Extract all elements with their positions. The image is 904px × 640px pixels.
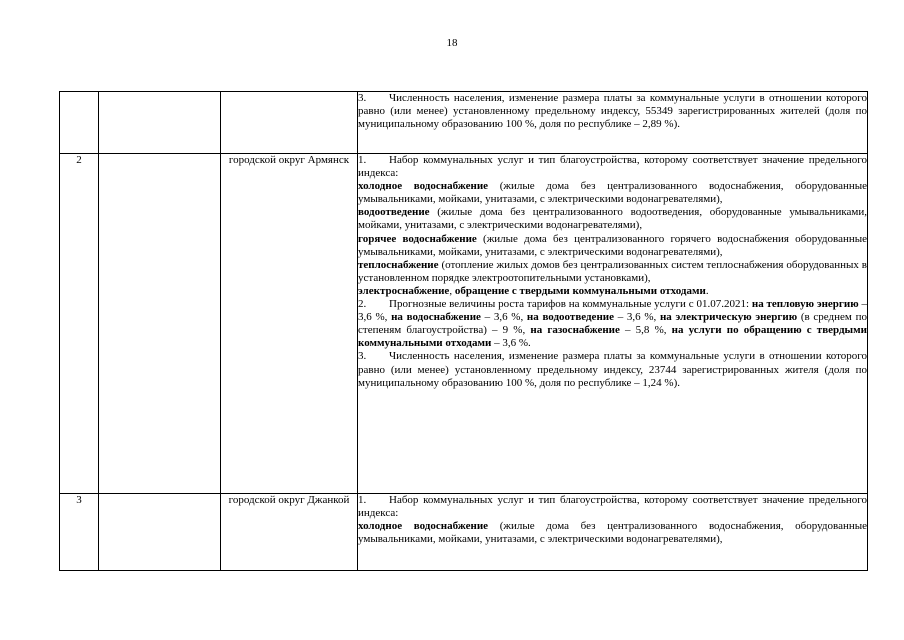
text-run: (в среднем по степеням благоустройства) – 9 %, — [358, 311, 867, 337]
bold-text: водоотведение — [358, 206, 430, 219]
bold-text: на водоснабжение — [391, 311, 481, 324]
row-number-cell: 2 — [60, 154, 99, 494]
text-run: Набор коммунальных услуг и тип благоустройства, которому соответствует значение предельного индекса: — [358, 494, 867, 520]
item-number: 1. — [358, 494, 367, 506]
municipality-cell — [221, 92, 358, 154]
text-run: – 3,6 %, — [614, 311, 660, 324]
municipality-cell: городской округ Армянск — [221, 154, 358, 494]
blank-cell — [99, 154, 221, 494]
bold-text: обращение с твердыми коммунальными отходами — [454, 284, 706, 297]
row-number-cell: 3 — [60, 494, 99, 571]
page-number: 18 — [446, 37, 458, 49]
paragraph — [358, 154, 867, 180]
text-run: – 3,6 %, — [480, 311, 527, 324]
bold-text: на электрическую энергию — [659, 311, 798, 324]
row-number-cell — [60, 92, 99, 154]
item-number: 3. — [358, 92, 367, 104]
bold-text: на водоотведение — [526, 311, 614, 324]
document-table — [59, 91, 868, 571]
paragraph — [358, 233, 867, 259]
bold-text: горячее водоснабжение — [358, 232, 477, 245]
bold-text: холодное водоснабжение — [358, 180, 489, 193]
description-cell — [358, 494, 868, 571]
text-run: (жилые дома без централизованного водоснабжения, оборудованные умывальниками, мойками, унитазами, с электрическими водонагревателями), — [358, 180, 867, 206]
paragraph — [358, 350, 867, 389]
bold-text: на тепловую энергию — [751, 298, 859, 311]
description-cell — [358, 154, 868, 494]
paragraph — [358, 259, 867, 285]
text-run: Набор коммунальных услуг и тип благоустройства, которому соответствует значение предельного индекса: — [358, 154, 867, 180]
text-run: (отопление жилых домов без централизованных систем теплоснабжения оборудованных в установленном порядке электроотопительными установками), — [358, 258, 867, 284]
bold-text: холодное водоснабжение — [358, 520, 489, 533]
text-run: Численность населения, изменение размера платы за коммунальные услуги в отношении которого равно (или менее) установленному предельному индексу, 55349 зарегистрированных жителей (доля по муниципальному образованию 100 %, доля по республике – 2,89 %). — [358, 92, 867, 131]
item-number: 2. — [358, 298, 367, 311]
paragraph — [358, 92, 867, 131]
municipality-cell: городской округ Джанкой — [221, 494, 358, 571]
text-run: (жилые дома без централизованного водоотведения, оборудованные умывальниками, мойками, унитазами, с электрическими водонагревателями), — [358, 206, 867, 232]
paragraph — [358, 494, 867, 520]
text-run: (жилые дома без централизованного водоснабжения, оборудованные умывальниками, мойками, унитазами, с электрическими водонагревателями), — [358, 520, 867, 546]
text-run: – 5,8 %, — [619, 324, 672, 337]
description-cell — [358, 92, 868, 154]
paragraph — [358, 180, 867, 206]
item-number: 3. — [358, 350, 367, 363]
paragraph — [358, 298, 867, 350]
text-run: – 3,6 %, — [358, 298, 867, 324]
paragraph — [358, 206, 867, 232]
paragraph — [358, 285, 867, 298]
text-run: (жилые дома без централизованного горячего водоснабжения оборудованные умывальниками, мойками, унитазами, с электрическими водонагревателями), — [358, 232, 867, 258]
text-run: – 3,6 %. — [491, 337, 531, 350]
paragraph — [358, 520, 867, 546]
item-number: 1. — [358, 154, 367, 166]
table-row — [60, 92, 868, 154]
bold-text: на услуги по обращению с твердыми коммунальными отходами — [358, 324, 867, 350]
bold-text: на газоснабжение — [530, 324, 620, 337]
table-row — [60, 494, 868, 571]
text-run: , — [449, 284, 455, 297]
text-run: . — [705, 284, 709, 297]
blank-cell — [99, 494, 221, 571]
bold-text: теплоснабжение — [358, 258, 439, 271]
text-run: Прогнозные величины роста тарифов на коммунальные услуги с 01.07.2021: — [389, 298, 752, 311]
table-row — [60, 154, 868, 494]
bold-text: электроснабжение — [358, 284, 450, 297]
text-run: Численность населения, изменение размера платы за коммунальные услуги в отношении которого равно (или менее) установленному предельному индексу, 23744 зарегистрированных жителя (доля по муниципальному образованию 100 %, доля по республике – 1,24 %). — [358, 350, 867, 389]
blank-cell — [99, 92, 221, 154]
